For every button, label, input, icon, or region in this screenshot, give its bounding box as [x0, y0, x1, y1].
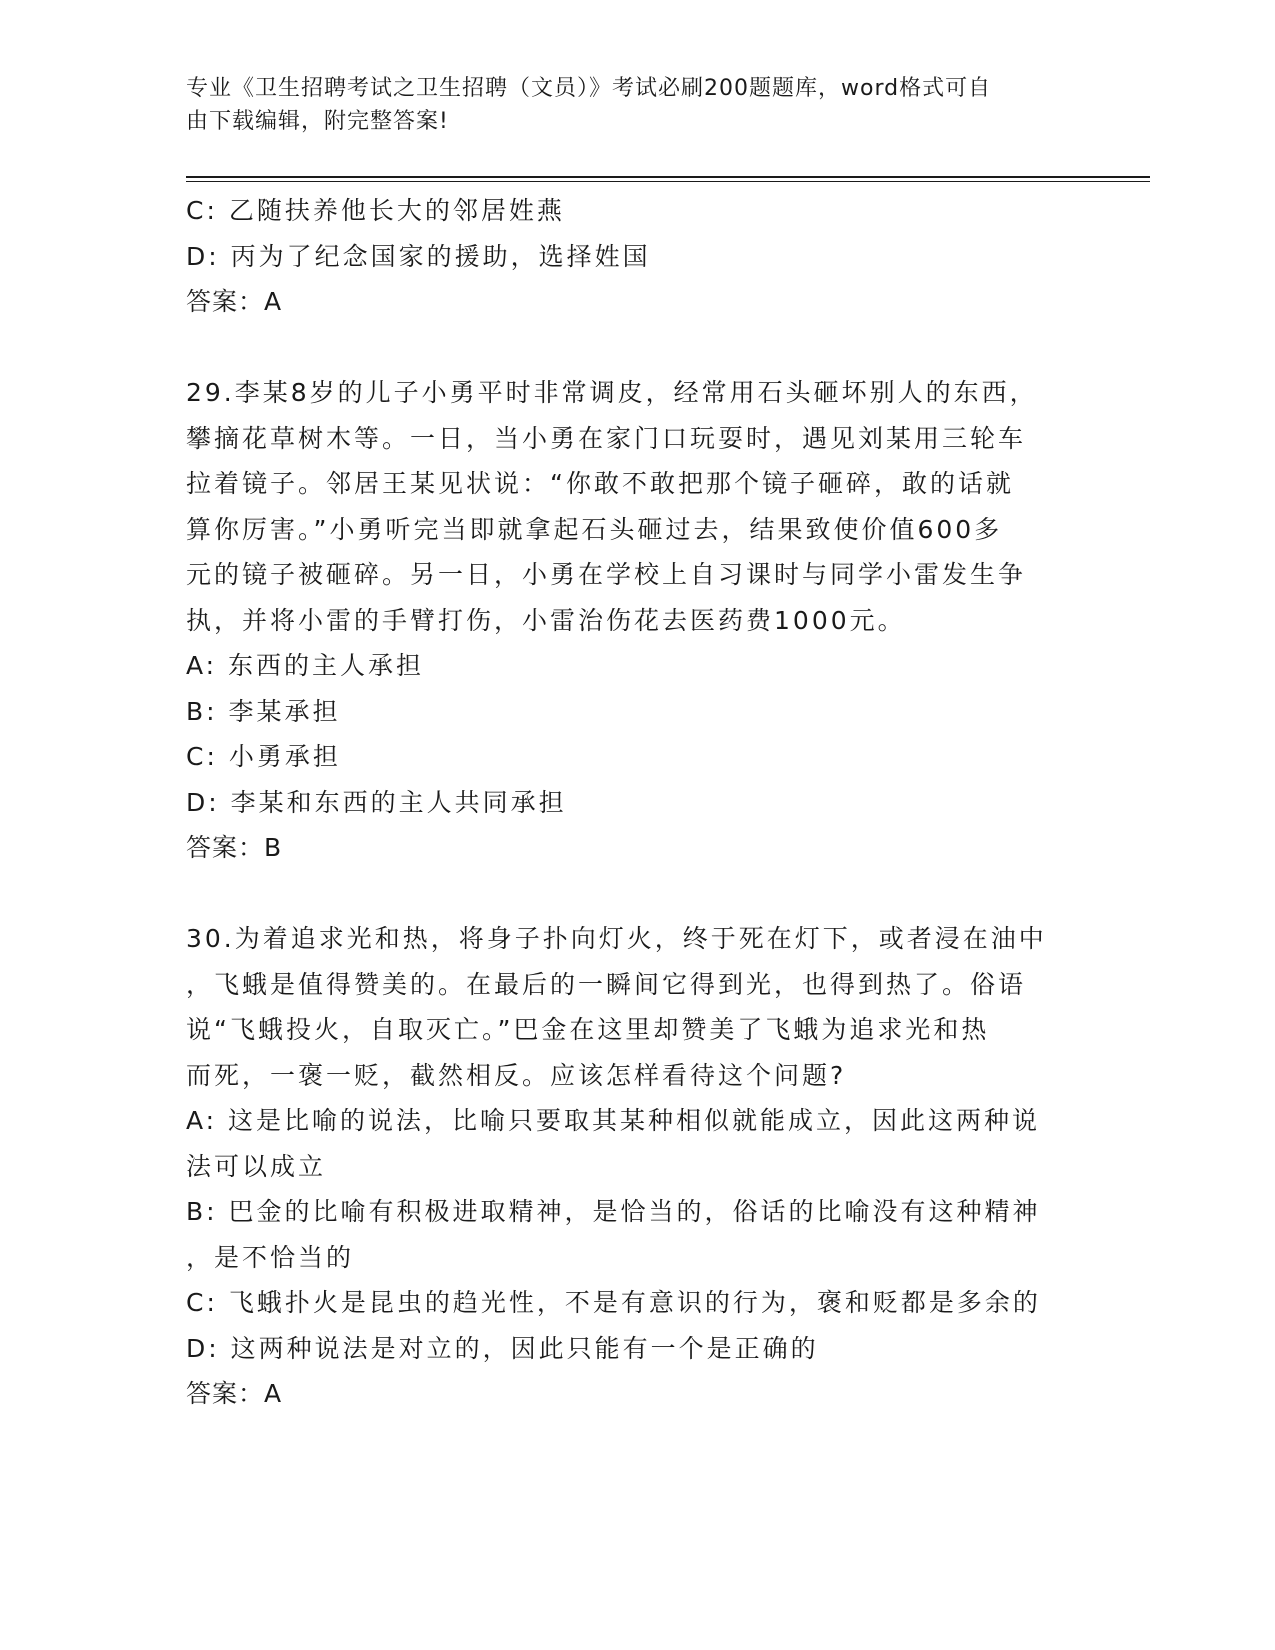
- option-b: B: 巴金的比喻有积极进取精神，是恰当的，俗话的比喻没有这种精神: [186, 1197, 1041, 1226]
- stem-line: 30.为着追求光和热，将身子扑向灯火，终于死在灯下，或者浸在油中: [186, 924, 1047, 953]
- spacer: [186, 871, 1066, 917]
- answer-label: 答案：A: [186, 287, 283, 316]
- header-rule-thin: [186, 181, 1150, 182]
- question-30-stem: [186, 916, 1066, 1098]
- question-30: [186, 916, 1066, 1417]
- stem-line: ，飞蛾是值得赞美的。在最后的一瞬间它得到光，也得到热了。俗语: [186, 969, 1027, 999]
- option-a: A: 东西的主人承担: [186, 651, 425, 680]
- stem-line: 拉着镜子。邻居王某见状说：“你敢不敢把那个镜子砸碎，敢的话就: [186, 469, 1014, 498]
- answer-label: 答案：A: [186, 1379, 283, 1408]
- option-a: A: 这是比喻的说法，比喻只要取其某种相似就能成立，因此这两种说: [186, 1106, 1041, 1135]
- option-c: C: 小勇承担: [186, 742, 341, 771]
- option-b-cont: ，是不恰当的: [186, 1242, 355, 1272]
- spacer: [186, 325, 1066, 371]
- prev-question: [186, 188, 1066, 325]
- answer-label: 答案：B: [186, 833, 283, 862]
- stem-line: 执，并将小雷的手臂打伤，小雷治伤花去医药费1000元。: [186, 605, 906, 635]
- stem-line: 算你厉害。”小勇听完当即就拿起石头砸过去，结果致使价值600多: [186, 514, 1003, 544]
- header-line-1: 专业《卫生招聘考试之卫生招聘（文员）》考试必刷200题题库，word格式可自: [186, 76, 992, 101]
- stem-line: 而死，一褒一贬，截然相反。应该怎样看待这个问题?: [186, 1060, 847, 1090]
- question-content: [186, 188, 1066, 1417]
- option-d: D: 这两种说法是对立的，因此只能有一个是正确的: [186, 1333, 819, 1363]
- option-d: D: 丙为了纪念国家的援助，选择姓国: [186, 241, 651, 271]
- stem-line: 说“飞蛾投火，自取灭亡。”巴金在这里却赞美了飞蛾为追求光和热: [186, 1015, 990, 1044]
- option-c: C: 飞蛾扑火是昆虫的趋光性，不是有意识的行为，褒和贬都是多余的: [186, 1288, 1041, 1317]
- option-d: D: 李某和东西的主人共同承担: [186, 787, 567, 817]
- option-c: C: 乙随扶养他长大的邻居姓燕: [186, 196, 565, 225]
- page-header: [186, 72, 1066, 138]
- option-b: B: 李某承担: [186, 696, 341, 726]
- question-29: [186, 370, 1066, 871]
- stem-line: 攀摘花草树木等。一日，当小勇在家门口玩耍时，遇见刘某用三轮车: [186, 423, 1027, 453]
- stem-line: 29.李某8岁的儿子小勇平时非常调皮，经常用石头砸坏别人的东西，: [186, 378, 1038, 407]
- header-line-2: 由下载编辑，附完整答案!: [186, 109, 449, 134]
- header-rule-thick: [186, 176, 1150, 178]
- stem-line: 元的镜子被砸碎。另一日，小勇在学校上自习课时与同学小雷发生争: [186, 560, 1027, 589]
- question-29-stem: [186, 370, 1066, 643]
- option-a-cont: 法可以成立: [186, 1151, 327, 1181]
